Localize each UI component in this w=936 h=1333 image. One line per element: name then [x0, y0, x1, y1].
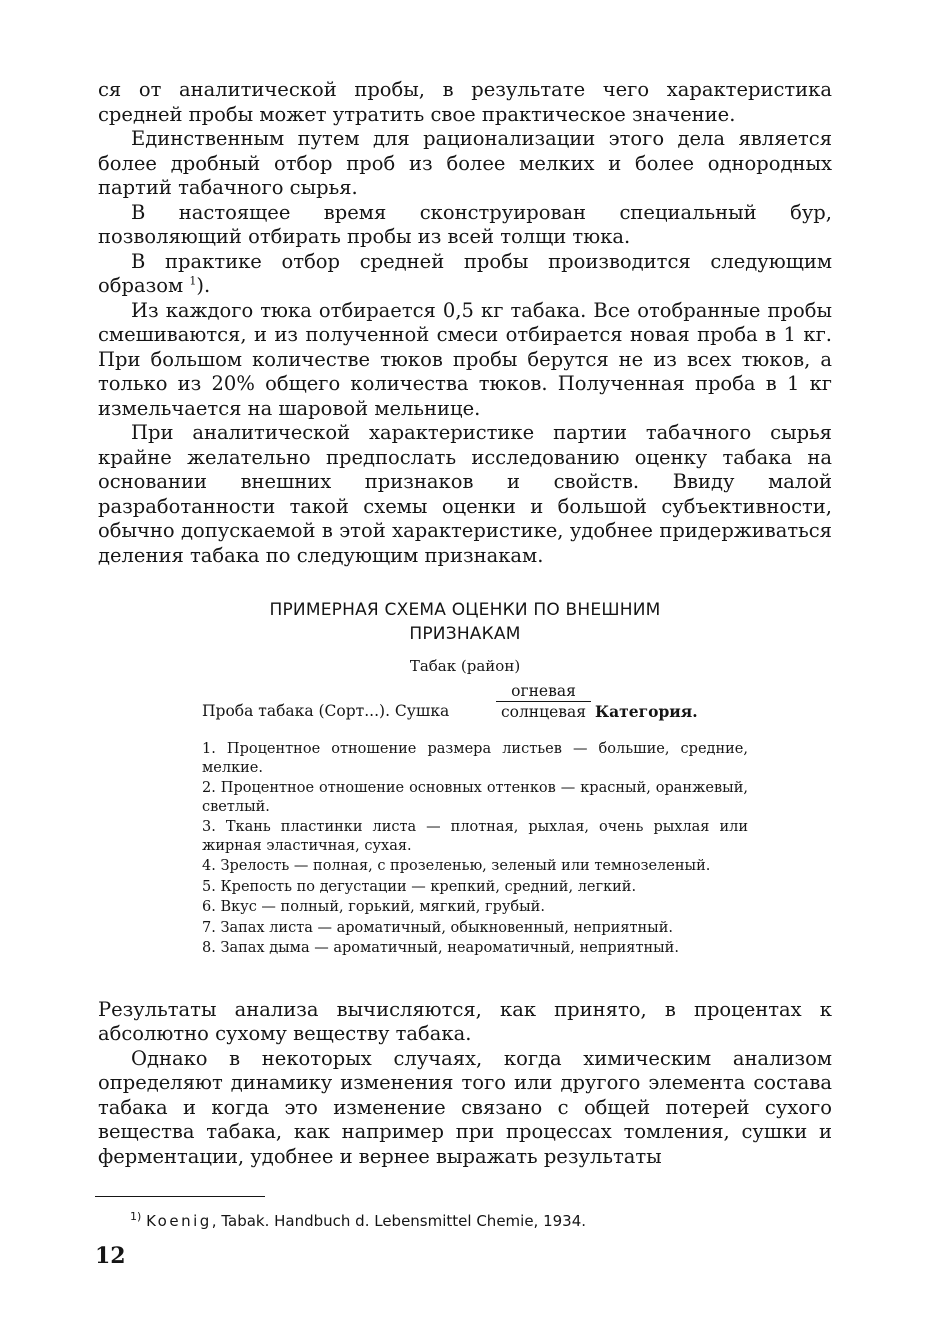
drying-fraction	[496, 682, 591, 721]
page-number: 12	[95, 1243, 126, 1269]
practice-tail: ).	[196, 274, 211, 297]
footnote-reference: 1	[189, 274, 197, 288]
schema-subtitle: Табак (район)	[409, 657, 521, 675]
criterion-item: 5. Крепость по дегустации — крепкий, средний, легкий.	[202, 878, 637, 895]
paragraph-analytic: При аналитической характеристике партии табачного сырья крайне желательно предпослать исследованию оценку табака на основании внешних признаков и свойств. Ввиду малой разработанности такой схемы оценки и большой субъективности, обычно допускаемой в этой характеристике, удобнее придерживаться деления табака по следующим признакам.	[98, 421, 832, 567]
paragraph-drill: В настоящее время сконструирован специальный бур, позволяющий отбирать пробы из всей толщи тюка.	[98, 200, 832, 248]
schema-title-line2: ПРИЗНАКАМ	[409, 624, 521, 644]
practice-text: В практике отбор средней пробы производится следующим образом	[98, 249, 832, 297]
page-content	[98, 78, 832, 1169]
footnote-divider	[95, 1196, 265, 1197]
criterion-item: 3. Ткань пластинки листа — плотная, рыхлая, очень рыхлая или жирная эластичная, сухая.	[202, 819, 748, 854]
drying-fire: огневая	[511, 682, 576, 700]
footnote-mark: 1)	[130, 1210, 142, 1223]
fraction-bar	[496, 701, 591, 702]
schema-title-line1: ПРИМЕРНАЯ СХЕМА ОЦЕНКИ ПО ВНЕШНИМ	[269, 600, 661, 620]
footnote-author: Koenig	[146, 1212, 212, 1230]
criterion-item: 7. Запах листа — ароматичный, обыкновенный, неприятный.	[202, 919, 673, 936]
criteria-list	[98, 740, 748, 958]
footnote-source: , Tabak. Handbuch d. Lebensmittel Chemie, 1934.	[211, 1212, 587, 1230]
sample-header-line	[98, 682, 832, 726]
criterion-item: 2. Процентное отношение основных оттенков — красный, оранжевый, светлый.	[202, 780, 748, 815]
paragraph-rationalization: Единственным путем для рационализации этого дела является более дробный отбор проб из более мелких и более однородных партий табачного сырья.	[98, 127, 832, 199]
paragraph-sampling: Из каждого тюка отбирается 0,5 кг табака. Все отобранные пробы смешиваются, и из полученной смеси отбирается новая проба в 1 кг. При большом количестве тюков пробы берутся не из всех тюков, а только из 20% общего количества тюков. Полученная проба в 1 кг измельчается на шаровой мельнице.	[98, 298, 832, 420]
paragraph-dynamics: Однако в некоторых случаях, когда химическим анализом определяют динамику изменения того или другого элемента состава табака и когда это изменение связано с общей потерей сухого вещества табака, как например при процессах томления, сушки и ферментации, удобнее и вернее выражать результаты	[98, 1046, 832, 1168]
criterion-item: 6. Вкус — полный, горький, мягкий, грубый.	[202, 899, 545, 915]
schema-title	[98, 598, 832, 646]
evaluation-schema	[98, 598, 832, 958]
criterion-item: 4. Зрелость — полная, с прозеленью, зеленый или темнозеленый.	[202, 858, 711, 874]
criterion-item: 1. Процентное отношение размера листьев — большие, средние, мелкие.	[202, 741, 748, 776]
sample-label: Проба табака (Сорт...). Сушка	[202, 702, 450, 720]
paragraph-continuation: ся от аналитической пробы, в результате чего характеристика средней пробы может утратить свое практическое значение.	[98, 78, 832, 126]
footnote	[130, 1207, 586, 1231]
category-label: Категория.	[595, 702, 698, 721]
drying-sun: солнцевая	[500, 703, 587, 721]
paragraph-results: Результаты анализа вычисляются, как принято, в процентах к абсолютно сухому веществу табака.	[98, 997, 832, 1045]
criterion-item: 8. Запах дыма — ароматичный, неароматичный, неприятный.	[202, 940, 679, 956]
paragraph-practice	[98, 250, 832, 299]
